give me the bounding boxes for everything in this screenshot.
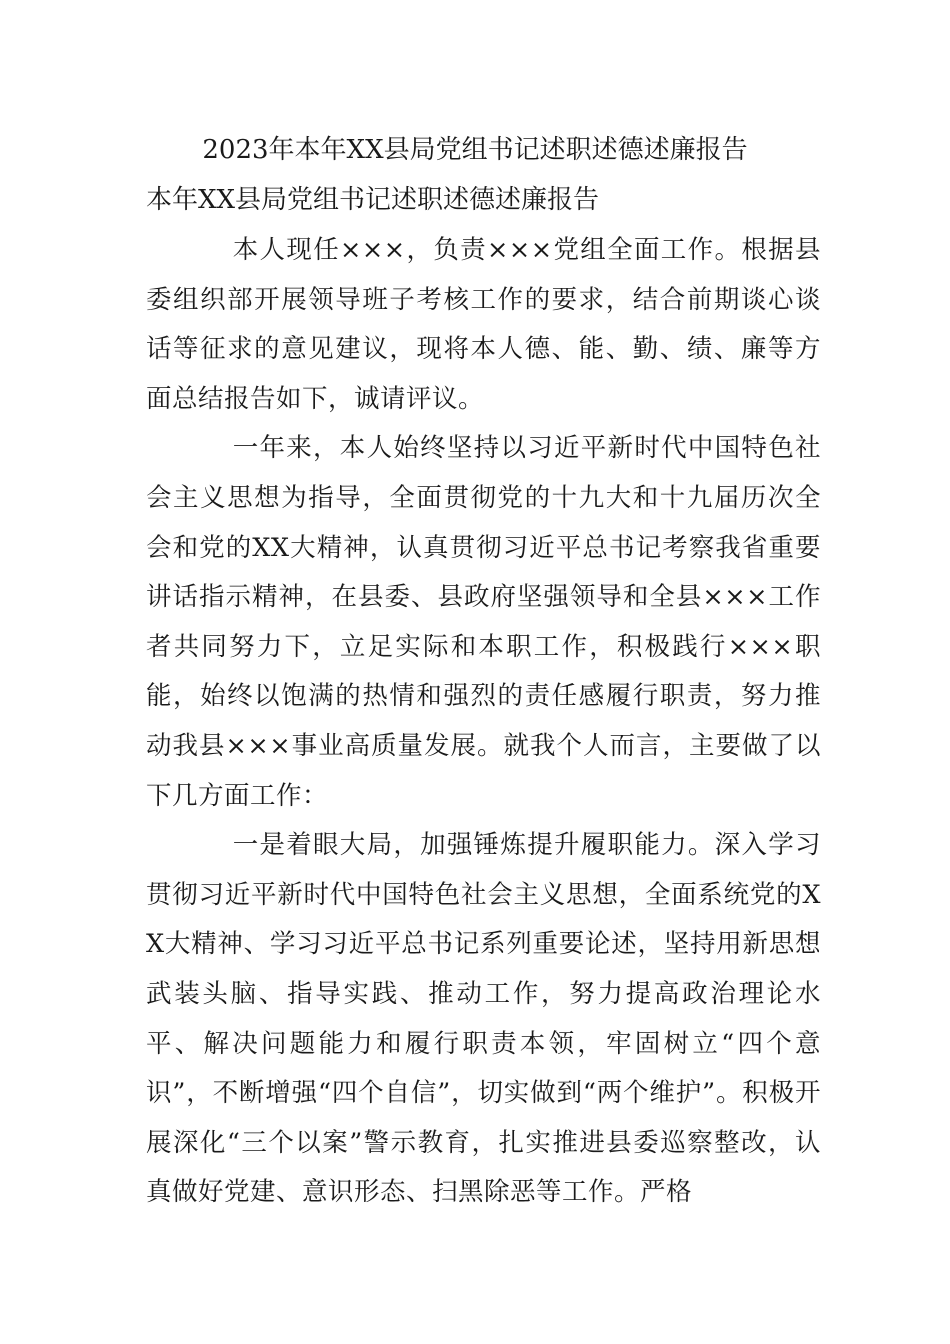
document-title: 2023年本年XX县局党组书记述职述德述廉报告 <box>202 135 748 165</box>
document-subtitle: 本年XX县局党组书记述职述德述廉报告 <box>146 185 600 215</box>
document-body <box>146 226 821 1218</box>
paragraph: 一是着眼大局，加强锤炼提升履职能力。深入学习贯彻习近平新时代中国特色社会主义思想，全面系统党的XX大精神、学习习近平总书记系列重要论述，坚持用新思想武装头脑、指导实践、推动工作，努力提高政治理论水平、解决问题能力和履行职责本领，牢固树立“四个意识”，不断增强“四个自信”，切实做到“两个维护”。积极开展深化“三个以案”警示教育，扎实推进县委巡察整改，认真做好党建、意识形态、扫黑除恶等工作。严格 <box>146 830 821 1208</box>
paragraph: 本人现任×××，负责×××党组全面工作。根据县委组织部开展领导班子考核工作的要求，结合前期谈心谈话等征求的意见建议，现将本人德、能、勤、绩、廉等方面总结报告如下，诚请评议。 <box>146 235 821 414</box>
paragraph: 一年来，本人始终坚持以习近平新时代中国特色社会主义思想为指导，全面贯彻党的十九大和十九届历次全会和党的XX大精神，认真贯彻习近平总书记考察我省重要讲话指示精神，在县委、县政府坚强领导和全县×××工作者共同努力下，立足实际和本职工作，积极践行×××职能，始终以饱满的热情和强烈的责任感履行职责，努力推动我县×××事业高质量发展。就我个人而言，主要做了以下几方面工作： <box>146 433 821 811</box>
